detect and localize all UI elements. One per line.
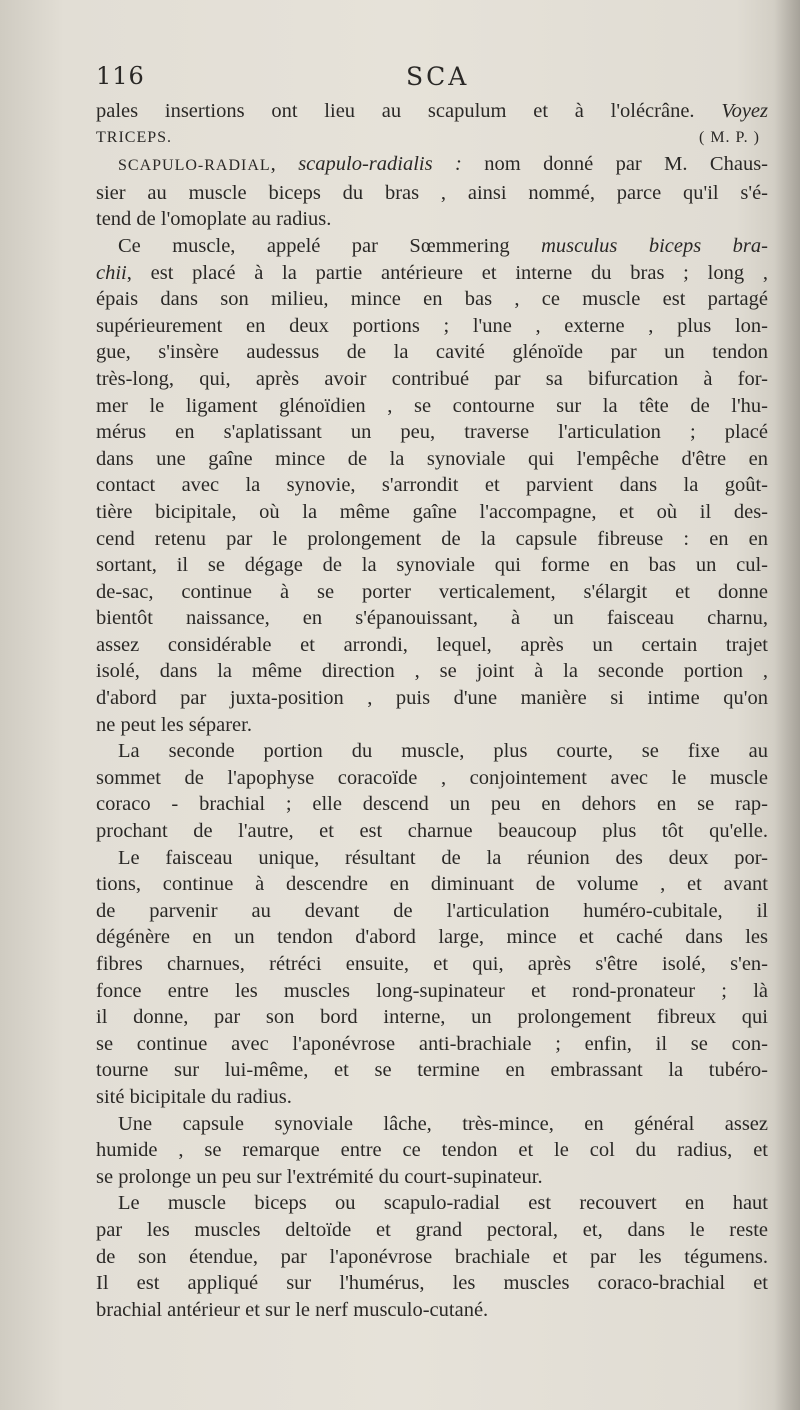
text-line: coraco - brachial ; elle descend un peu en dehors en se rap- bbox=[96, 793, 768, 816]
text-line: mer le ligament glénoïdien , se contourne sur la tête de l'hu- bbox=[96, 394, 768, 417]
text-line: Le faisceau unique, résultant de la réunion des deux por- bbox=[118, 846, 768, 869]
text-line: sommet de l'apophyse coracoïde , conjointement avec le muscle bbox=[96, 766, 768, 789]
text-line: tions, continue à descendre en diminuant de volume , et avant bbox=[96, 873, 768, 896]
text-line: bientôt naissance, en s'épanouissant, à un faisceau charnu, bbox=[96, 607, 768, 630]
body-text bbox=[96, 98, 768, 1323]
latin-term: chii bbox=[96, 261, 127, 284]
text-line: tourne sur lui-même, et se termine en embrassant la tubéro- bbox=[96, 1059, 768, 1082]
text-line: sortant, il se dégage de la synoviale qui forme en bas un cul- bbox=[96, 554, 768, 577]
running-head: SCA bbox=[406, 62, 470, 91]
text-line bbox=[96, 125, 768, 152]
text-line: se prolonge un peu sur l'extrémité du court-supinateur. bbox=[96, 1165, 543, 1188]
text-line: prochant de l'autre, et est charnue beaucoup plus tôt qu'elle. bbox=[96, 820, 768, 843]
text-line: de son étendue, par l'aponévrose brachiale et par les tégumens. bbox=[96, 1245, 768, 1268]
text-line: de parvenir au devant de l'articulation huméro-cubitale, il bbox=[96, 899, 768, 922]
text-line: sité bicipitale du radius. bbox=[96, 1085, 292, 1108]
cross-reference-term: TRICEPS. bbox=[96, 128, 173, 146]
text-line: épais dans son milieu, mince en bas , ce muscle est partagé bbox=[96, 288, 768, 311]
latin-term: scapulo-radialis : bbox=[298, 153, 462, 176]
text-line: de-sac, continue à se porter verticalement, s'élargit et donne bbox=[96, 580, 768, 603]
author-initials: ( M. P. ) bbox=[698, 128, 760, 146]
page-header bbox=[96, 62, 764, 96]
text-line: dégénère en un tendon d'abord large, mince et caché dans les bbox=[96, 926, 768, 949]
text-line: La seconde portion du muscle, plus courte, se fixe au bbox=[118, 740, 768, 763]
text-line: isolé, dans la même direction , se joint à la seconde portion , bbox=[96, 660, 768, 683]
text-line: d'abord par juxta-position , puis d'une manière si intime qu'on bbox=[96, 687, 768, 710]
text-line: cend retenu par le prolongement de la capsule fibreuse : en en bbox=[96, 527, 768, 550]
text-line: tend de l'omoplate au radius. bbox=[96, 208, 332, 231]
text-line: humide , se remarque entre ce tendon et le col du radius, et bbox=[96, 1139, 768, 1162]
text-line: fonce entre les muscles long-supinateur et rond-pronateur ; là bbox=[96, 979, 768, 1002]
text-line: ne peut les séparer. bbox=[96, 713, 252, 736]
text-line: pales insertions ont lieu au scapulum et à l'olécrâne. Voyez bbox=[96, 100, 768, 122]
text-line: par les muscles deltoïde et grand pectoral, et, dans le reste bbox=[96, 1218, 768, 1241]
entry-heading-line: SCAPULO-RADIAL, scapulo-radialis : nom donné par M. Chaus- bbox=[118, 153, 768, 176]
entry-term: SCAPULO-RADIAL bbox=[118, 157, 271, 175]
text-line: assez considérable et arrondi, lequel, après un certain trajet bbox=[96, 633, 768, 656]
text-line: Une capsule synoviale lâche, très-mince, en général assez bbox=[118, 1112, 768, 1135]
text-line: fibres charnues, rétréci ensuite, et qui, après s'être isolé, s'en- bbox=[96, 953, 768, 975]
page-edge-shadow bbox=[774, 0, 800, 1410]
latin-term: musculus biceps bra- bbox=[541, 234, 768, 257]
text-line: Il est appliqué sur l'humérus, les muscles coraco-brachial et bbox=[96, 1272, 768, 1295]
text-line: très-long, qui, après avoir contribué par sa bifurcation à for- bbox=[96, 367, 768, 390]
cross-reference: Voyez bbox=[721, 100, 768, 122]
text-line: supérieurement en deux portions ; l'une , externe , plus lon- bbox=[96, 314, 768, 337]
text-line: Ce muscle, appelé par Sœmmering musculus biceps bra- bbox=[118, 234, 768, 257]
text-line: gue, s'insère audessus de la cavité glénoïde par un tendon bbox=[96, 341, 768, 364]
text-line: sier au muscle biceps du bras , ainsi nommé, parce qu'il s'é- bbox=[96, 181, 768, 204]
text-line: il donne, par son bord interne, un prolongement fibreux qui bbox=[96, 1006, 768, 1029]
text-line: brachial antérieur et sur le nerf musculo-cutané. bbox=[96, 1298, 489, 1321]
text-line: chii, est placé à la partie antérieure et interne du bras ; long , bbox=[96, 261, 768, 284]
text-line: Le muscle biceps ou scapulo-radial est recouvert en haut bbox=[118, 1192, 768, 1215]
text-line: se continue avec l'aponévrose anti-brachiale ; enfin, il se con- bbox=[96, 1032, 768, 1055]
text-line: mérus en s'aplatissant un peu, traverse l'articulation ; placé bbox=[96, 421, 768, 444]
page-number: 116 bbox=[96, 62, 145, 90]
text-line: tière bicipitale, où la même gaîne l'accompagne, et où il des- bbox=[96, 500, 768, 523]
text-line: dans une gaîne mince de la synoviale qui l'empêche d'être en bbox=[96, 447, 768, 470]
text-line: contact avec la synovie, s'arrondit et parvient dans la goût- bbox=[96, 474, 768, 497]
